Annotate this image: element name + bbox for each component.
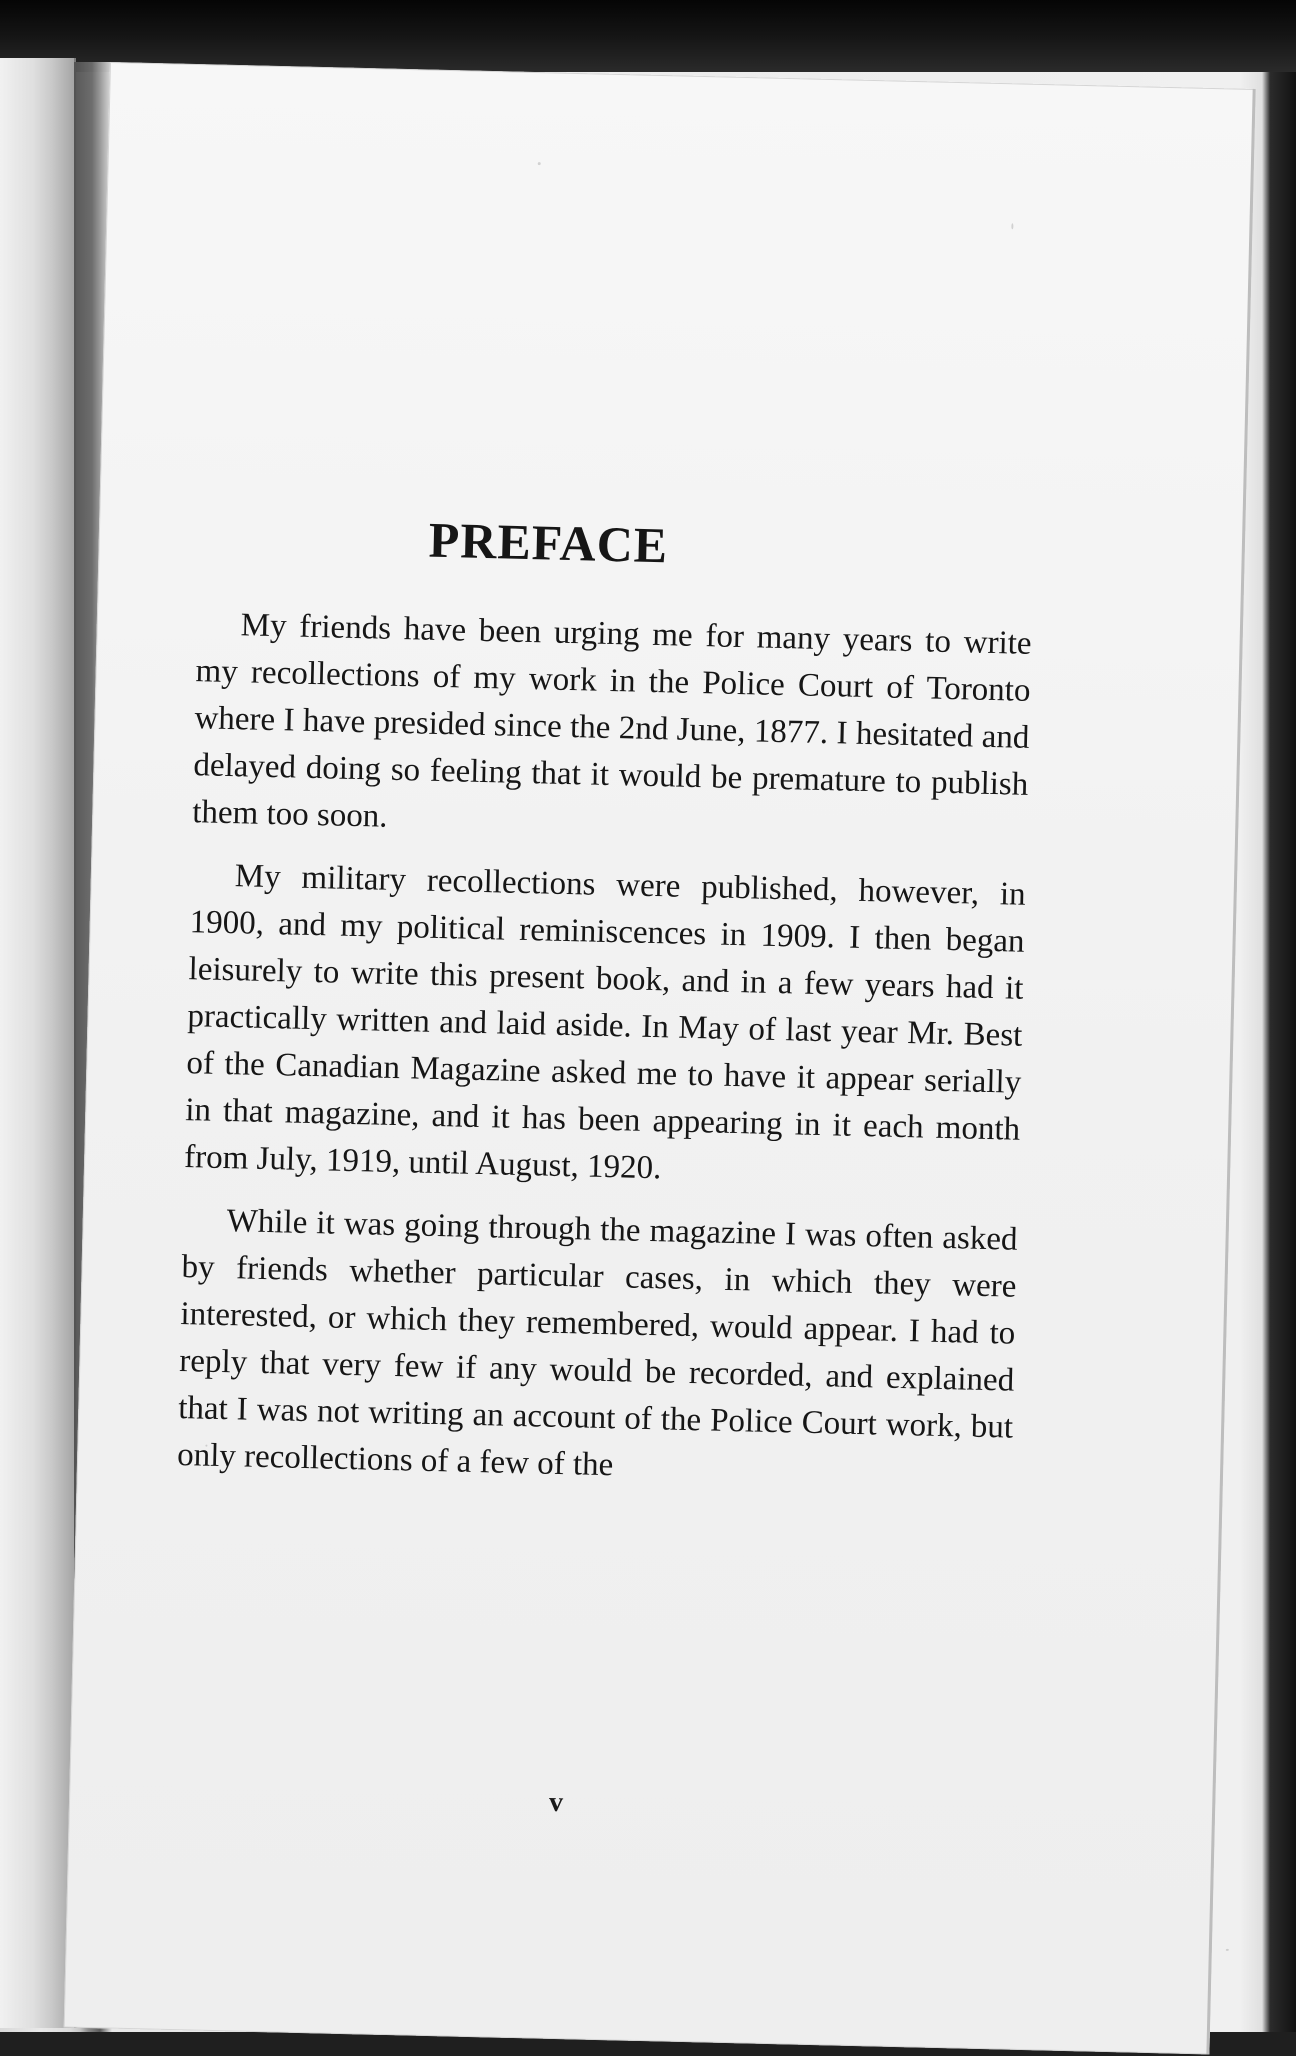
top-shadow (0, 0, 1296, 72)
page-number: v (548, 1786, 564, 1819)
paper-speck (538, 162, 541, 165)
page-title: PREFACE (428, 511, 669, 574)
paragraph-2: My military recollections were published, however, in 1900, and my political reminiscences in 1909. I then began leisurely to write this present book, and in a few years had it practically written and laid aside. In May of last year Mr. Best of the Canadian Magazine asked me to have it appear serially in that magazine, and it has been appearing in it each month from July, 1919, until August, 1920. (183, 858, 1027, 1187)
left-page-edge (0, 58, 76, 2028)
paragraph-1: My friends have been urging me for many years to write my recollections of my work in the Police Court of Toronto where I have presided since the 2nd June, 1877. I hesitated and delayed doing so feeling that it would be premature to publish them too soon. (191, 607, 1032, 835)
paper-speck (1011, 223, 1013, 229)
paragraph-3: While it was going through the magazine I was often asked by friends whether particular cases, in which they were interested, or which they remembered, would appear. I had to reply that very few if any would be recorded, and explained that I was not writing an account of the Police Court work, but only recollections of a few of the (176, 1203, 1018, 1484)
paper-speck (1226, 1949, 1229, 1951)
page-content (176, 509, 1034, 1819)
book-page (64, 62, 1256, 2054)
